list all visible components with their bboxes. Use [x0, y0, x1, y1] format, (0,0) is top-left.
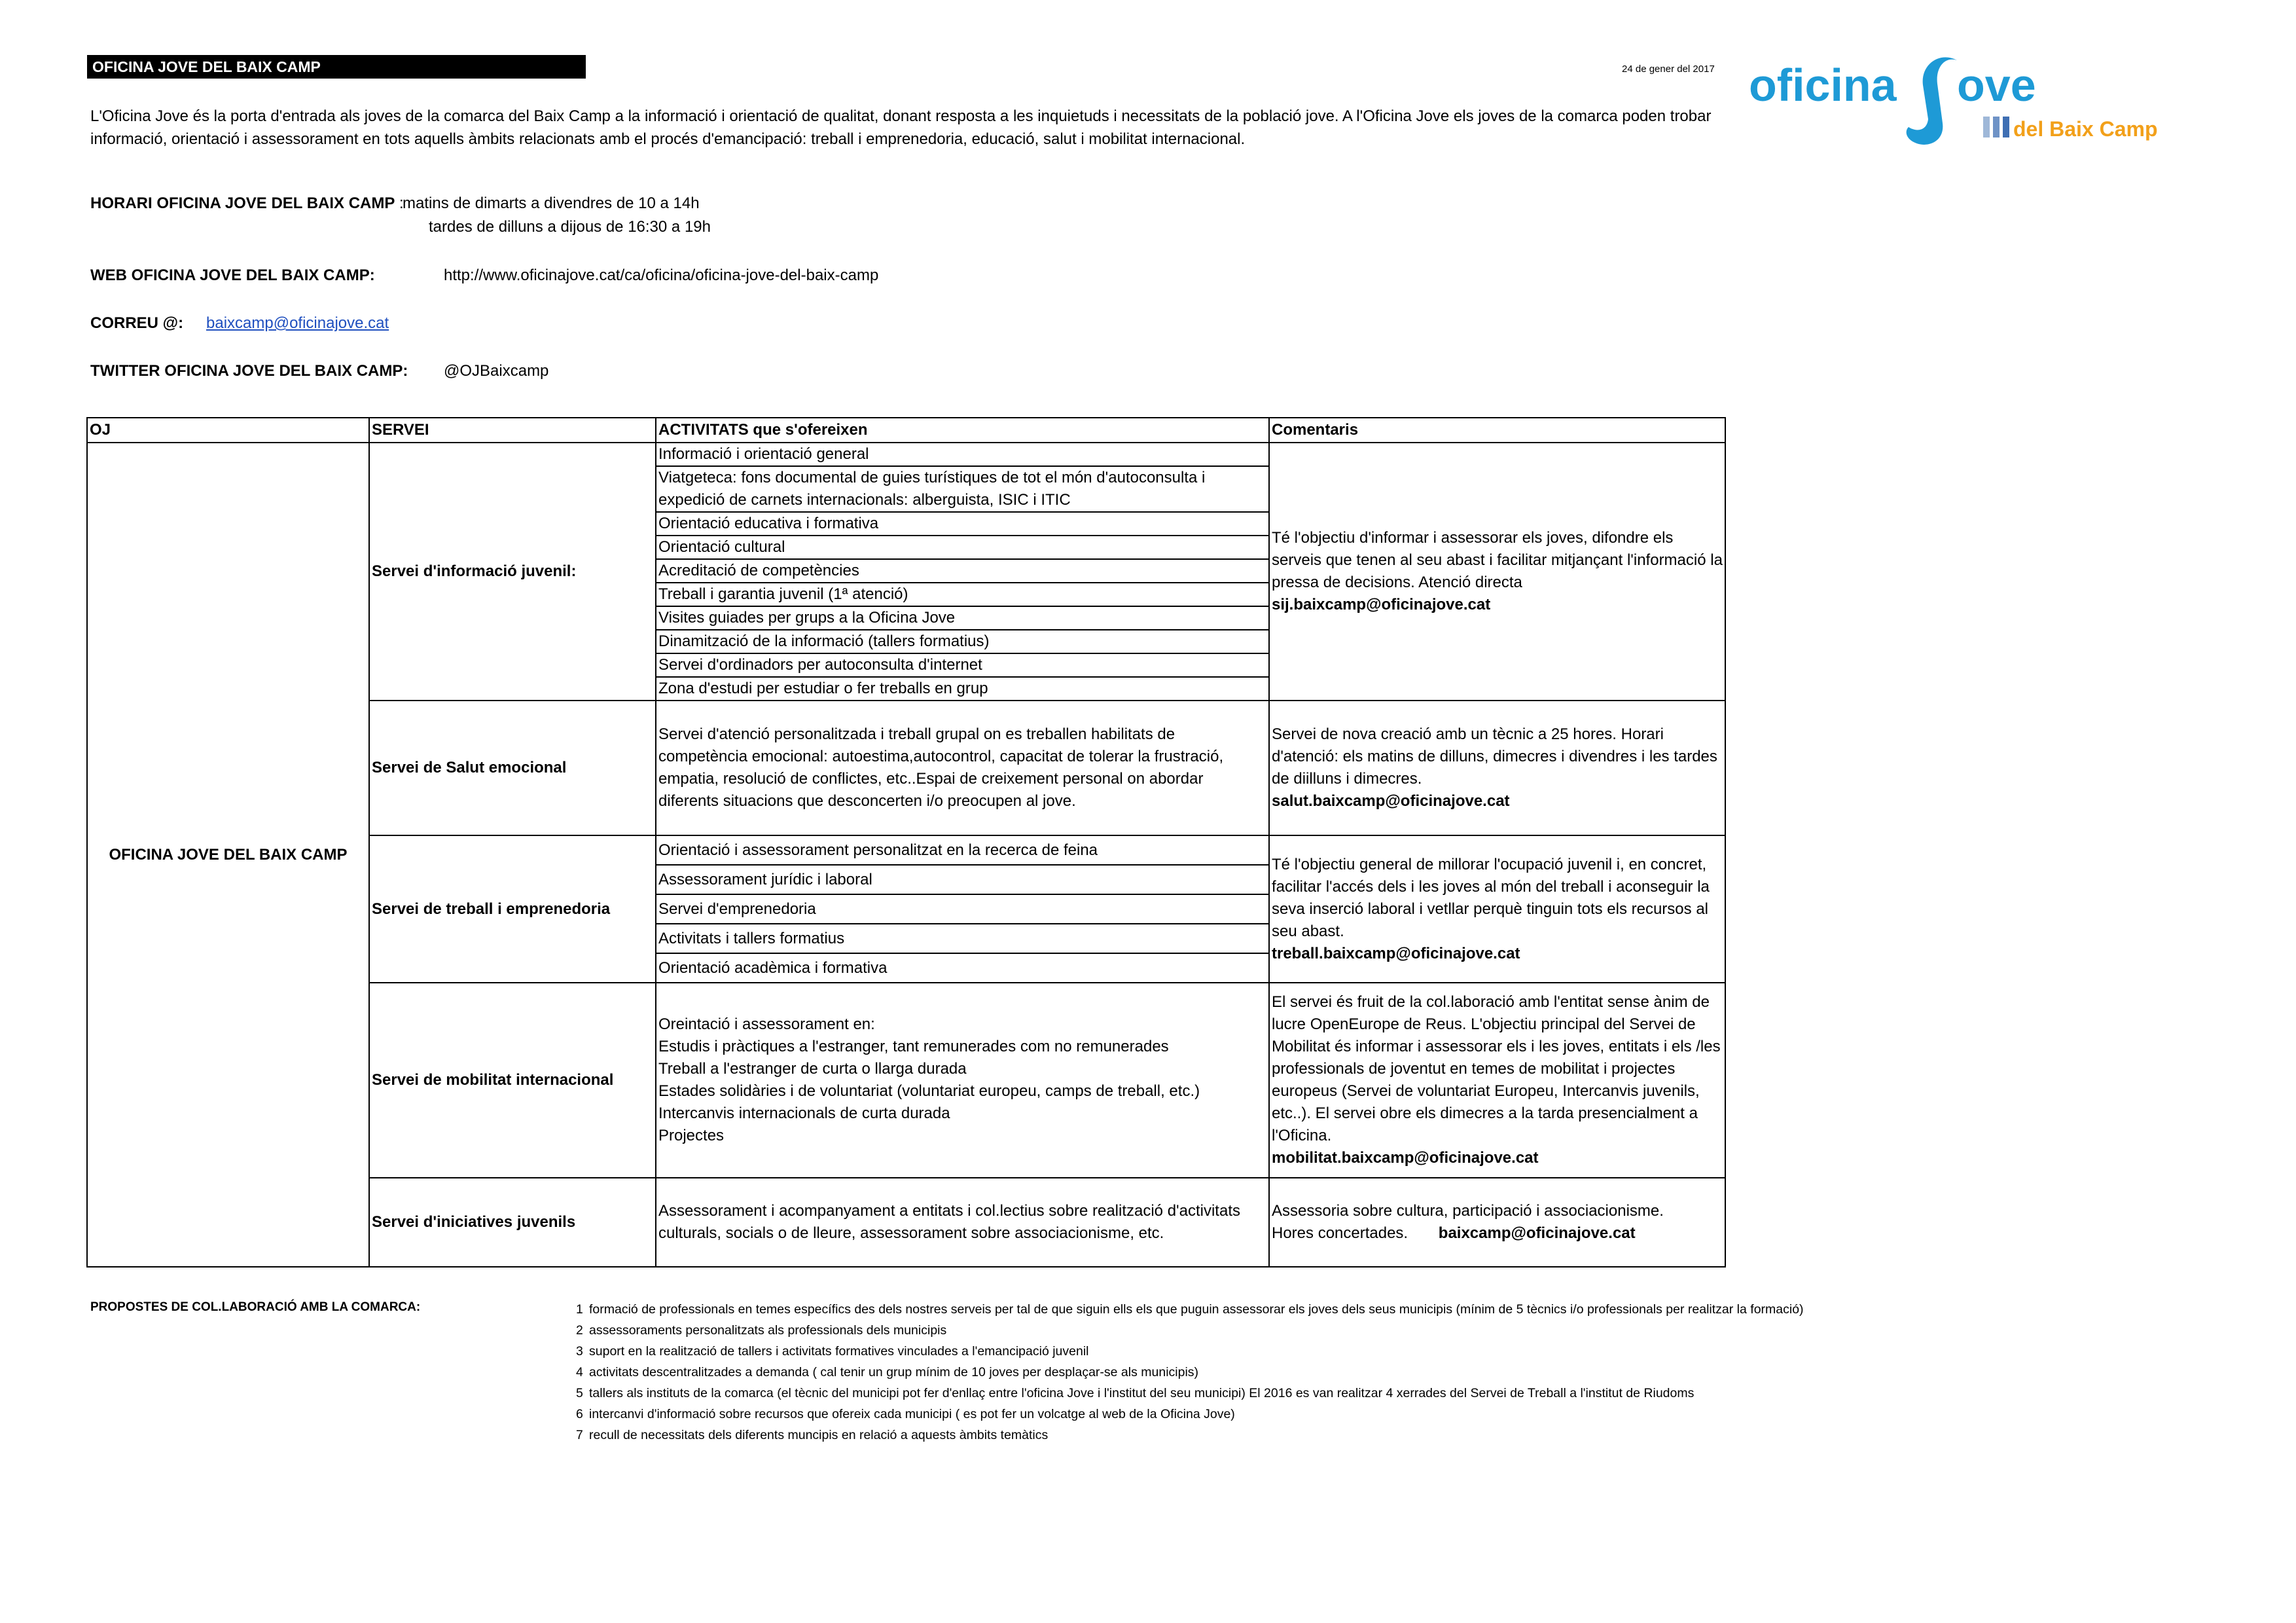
proposal-text: suport en la realització de tallers i activitats formatives vinculades a l'emancipació juvenil — [589, 1344, 1089, 1359]
comment-text: El servei és fruit de la col.laboració amb l'entitat sense ànim de lucre OpenEurope de Reus. L'objectiu principal del Servei de Mobilitat és informar i assessorar els i les joves, entitats i els /les professionals de joventut en temes de mobilitat i projectes europeus (Servei de voluntariat Europeu, Intercanvis juvenils, etc..). El servei obre els dimecres a la tarda presencialment a l'Oficina. — [1272, 993, 1721, 1144]
logo-swirl-j — [1907, 57, 1957, 144]
twitter-handle[interactable]: @OJBaixcamp — [444, 362, 549, 380]
horari-line-2: tardes de dilluns a dijous de 16:30 a 19h — [429, 218, 711, 236]
logo-word-ove: ove — [1957, 60, 2036, 111]
activity-item: Orientació i assessorament personalitzat en la recerca de feina — [656, 836, 1268, 866]
activity-item: Servei d'ordinadors per autoconsulta d'internet — [656, 654, 1268, 678]
logo-bar-3 — [2003, 117, 2009, 137]
proposal-text: activitats descentralitzades a demanda ( cal tenir un grup mínim de 10 joves per desplaçar-se als municipis) — [589, 1365, 1199, 1379]
page-title: OFICINA JOVE DEL BAIX CAMP — [87, 55, 586, 79]
activity-text: Assessorament i acompanyament a entitats i col.lectius sobre realització d'activitats culturals, socials o de lleure, assessorament sobre associacionisme, etc. — [656, 1178, 1269, 1267]
service-name: Servei d'iniciatives juvenils — [369, 1178, 656, 1267]
proposal-text: tallers als instituts de la comarca (el tècnic del municipi pot fer d'enllaç entre l'oficina Jove i l'institut del seu municipi) El 2016 es van realitzar 4 xerrades del Servei de Treball a l'institut de Riudoms — [589, 1386, 1695, 1400]
table-row — [87, 443, 1725, 701]
activity-line: Estades solidàries i de voluntariat (voluntariat europeu, camps de treball, etc.) — [658, 1082, 1200, 1100]
proposal-item — [576, 1341, 1804, 1362]
proposal-text: assessoraments personalitzats als professionals dels municipis — [589, 1323, 947, 1338]
document-date: 24 de gener del 2017 — [1622, 64, 1715, 75]
activity-item: Orientació educativa i formativa — [656, 513, 1268, 536]
comment-cell — [1269, 443, 1725, 701]
comment-email: baixcamp@oficinajove.cat — [1438, 1224, 1636, 1242]
comment-email: salut.baixcamp@oficinajove.cat — [1272, 792, 1510, 810]
proposals-label: PROPOSTES DE COL.LABORACIÓ AMB LA COMARCA: — [90, 1300, 421, 1314]
web-row — [90, 264, 375, 287]
proposal-item — [576, 1299, 1804, 1320]
proposal-number: 6 — [576, 1407, 583, 1421]
oficina-jove-logo — [1749, 51, 2220, 159]
comment-line-2-row — [1272, 1222, 1723, 1245]
oj-cell: OFICINA JOVE DEL BAIX CAMP — [87, 443, 369, 1267]
activity-line: Intercanvis internacionals de curta durada — [658, 1104, 950, 1122]
activities-cell — [656, 443, 1269, 701]
horari-separator: : — [395, 194, 404, 212]
proposal-item — [576, 1362, 1804, 1383]
activities-cell — [656, 835, 1269, 983]
activity-item: Treball i garantia juvenil (1ª atenció) — [656, 583, 1268, 607]
comment-cell — [1269, 1178, 1725, 1267]
activity-item: Dinamització de la informació (tallers formatius) — [656, 630, 1268, 654]
web-label: WEB OFICINA JOVE DEL BAIX CAMP: — [90, 266, 375, 284]
activities-list — [656, 836, 1268, 982]
header-oj: OJ — [87, 418, 369, 443]
services-table — [86, 417, 1726, 1267]
comment-text: Té l'objectiu d'informar i assessorar els joves, difondre els serveis que tenen al seu abast i facilitar mitjançant l'informació la pressa de decisions. Atenció directa — [1272, 529, 1723, 591]
service-name: Servei de Salut emocional — [369, 701, 656, 835]
proposal-text: recull de necessitats dels diferents muncipis en relació a aquests àmbits temàtics — [589, 1428, 1049, 1442]
web-url[interactable]: http://www.oficinajove.cat/ca/oficina/oficina-jove-del-baix-camp — [444, 266, 879, 284]
proposal-item — [576, 1404, 1804, 1425]
comment-cell — [1269, 835, 1725, 983]
service-name: Servei d'informació juvenil: — [369, 443, 656, 701]
comment-text: Servei de nova creació amb un tècnic a 25 hores. Horari d'atenció: els matins de dilluns, dimecres i divendres i les tardes de diilluns i dimecres. — [1272, 725, 1717, 788]
logo-bar-2 — [1993, 117, 2000, 137]
activity-line: Projectes — [658, 1127, 725, 1144]
activity-item: Informació i orientació general — [656, 443, 1268, 467]
logo-word-oficina: oficina — [1749, 60, 1897, 111]
activity-line: Oreintació i assessorament en: — [658, 1015, 875, 1033]
activity-item: Activitats i tallers formatius — [656, 924, 1268, 954]
activity-text: Servei d'atenció personalitzada i treball grupal on es treballen habilitats de competència emocional: autoestima,autocontrol, capacitat de tolerar la frustració, empatia, resolució de conflictes, etc..Espai de creixement personal on abordar diferents situacions que desconcerten i/o preocupen al jove. — [656, 701, 1269, 835]
service-name: Servei de mobilitat internacional — [369, 983, 656, 1178]
comment-cell — [1269, 983, 1725, 1178]
activity-line: Treball a l'estranger de curta o llarga durada — [658, 1060, 967, 1078]
comment-email: mobilitat.baixcamp@oficinajove.cat — [1272, 1149, 1539, 1167]
proposal-item — [576, 1383, 1804, 1404]
proposal-number: 3 — [576, 1344, 583, 1359]
activities-cell — [656, 983, 1269, 1178]
horari-line-1: matins de dimarts a divendres de 10 a 14h — [403, 194, 700, 212]
horari-row — [90, 192, 404, 215]
activity-item: Acreditació de competències — [656, 560, 1268, 583]
comment-line-2: Hores concertades. — [1272, 1224, 1408, 1242]
activity-item: Visites guiades per grups a la Oficina Jove — [656, 607, 1268, 630]
comment-email: treball.baixcamp@oficinajove.cat — [1272, 944, 1520, 962]
proposal-number: 7 — [576, 1428, 583, 1442]
activity-item: Assessorament jurídic i laboral — [656, 866, 1268, 895]
activity-item: Orientació cultural — [656, 536, 1268, 560]
proposal-number: 2 — [576, 1323, 583, 1338]
correu-label: CORREU @: — [90, 314, 184, 332]
correu-row — [90, 312, 183, 335]
logo-bar-1 — [1983, 117, 1990, 137]
proposal-number: 5 — [576, 1386, 583, 1400]
proposal-text: formació de professionals en temes específics des dels nostres serveis per tal de que siguin ells els que puguin assessorar els joves dels seus municipis (mínim de 5 tècnics i/o professionals per realitzar la formació) — [589, 1302, 1804, 1317]
table-header-row — [87, 418, 1725, 443]
activity-item: Zona d'estudi per estudiar o fer treballs en grup — [658, 680, 988, 697]
comment-line-1: Assessoria sobre cultura, participació i associacionisme. — [1272, 1202, 1664, 1220]
service-name: Servei de treball i emprenedoria — [369, 835, 656, 983]
correu-email-link[interactable]: baixcamp@oficinajove.cat — [206, 314, 389, 332]
activity-item: Orientació acadèmica i formativa — [658, 959, 888, 977]
proposal-number: 1 — [576, 1302, 583, 1317]
header-activitats: ACTIVITATS que s'ofereixen — [656, 418, 1269, 443]
activities-list — [656, 443, 1268, 700]
comment-text: Té l'objectiu general de millorar l'ocupació juvenil i, en concret, facilitar l'accés dels i les joves al món del treball i aconseguir la seva inserció laboral i vetllar perquè tinguin tots els recursos al seu abast. — [1272, 855, 1710, 940]
header-comentaris: Comentaris — [1269, 418, 1725, 443]
comment-cell — [1269, 701, 1725, 835]
proposal-item — [576, 1320, 1804, 1341]
twitter-label: TWITTER OFICINA JOVE DEL BAIX CAMP: — [90, 362, 408, 380]
header-servei: SERVEI — [369, 418, 656, 443]
proposals-list — [576, 1299, 1804, 1446]
activity-line: Estudis i pràctiques a l'estranger, tant remunerades com no remunerades — [658, 1038, 1169, 1055]
comment-email: sij.baixcamp@oficinajove.cat — [1272, 596, 1491, 613]
activity-item: Viatgeteca: fons documental de guies turístiques de tot el món d'autoconsulta i expedició de carnets internacionals: alberguista, ISIC i ITIC — [656, 467, 1268, 513]
intro-paragraph: L'Oficina Jove és la porta d'entrada als joves de la comarca del Baix Camp a la informació i orientació de qualitat, donant resposta a les inquietuds i necessitats de la població jove. A l'Oficina Jove els joves de la comarca poden trobar informació, orientació i assessorament en tots aquells àmbits relacionats amb el procés d'emancipació: treball i emprenedoria, educació, salut i mobilitat internacional. — [90, 107, 1712, 148]
twitter-row — [90, 359, 408, 382]
logo-word-baix-camp: del Baix Camp — [2013, 117, 2158, 141]
logo-graphic — [1749, 51, 2220, 156]
activity-item: Servei d'emprenedoria — [656, 895, 1268, 924]
horari-label: HORARI OFICINA JOVE DEL BAIX CAMP — [90, 194, 395, 212]
proposal-text: intercanvi d'informació sobre recursos que ofereix cada municipi ( es pot fer un volcatge al web de la Oficina Jove) — [589, 1407, 1235, 1421]
proposal-item — [576, 1425, 1804, 1446]
proposal-number: 4 — [576, 1365, 583, 1379]
